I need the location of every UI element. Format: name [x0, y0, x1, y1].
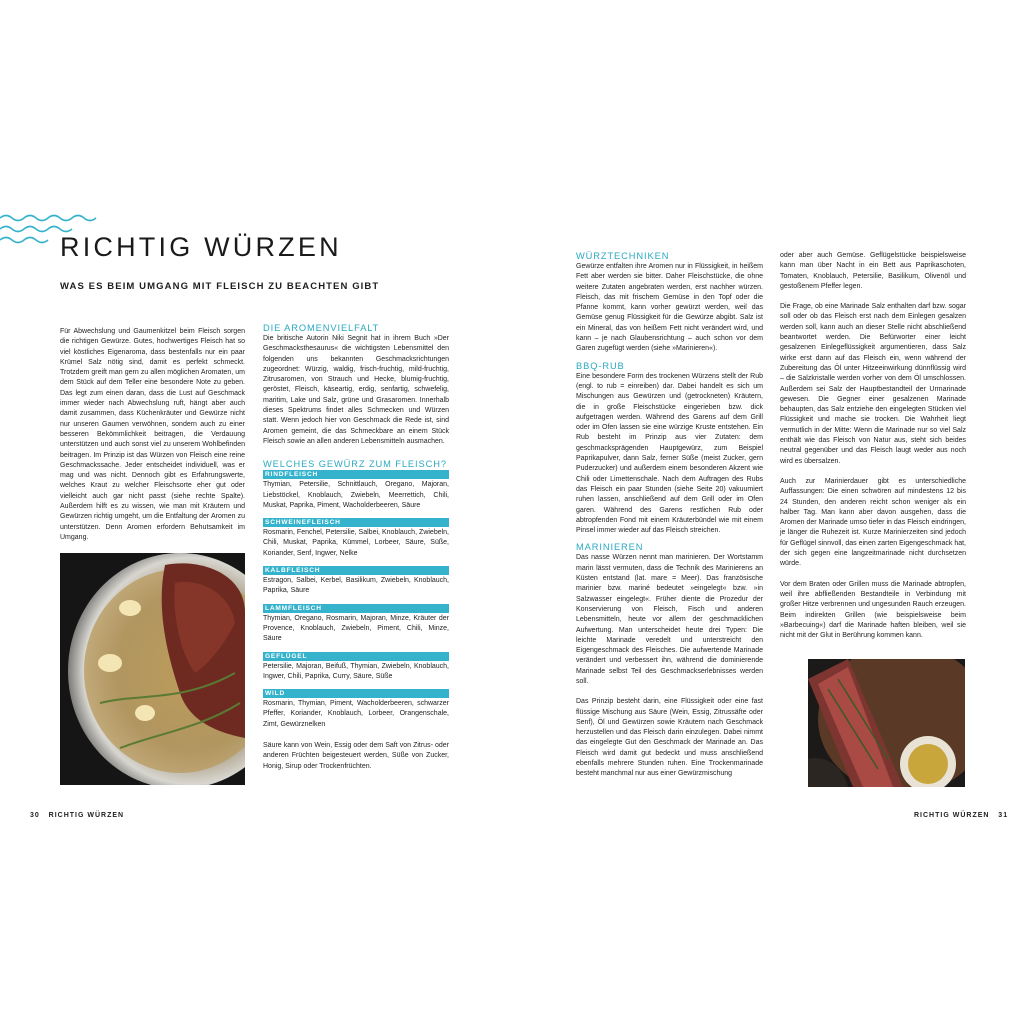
gewuerz-heading: WELCHES GEWÜRZ ZUM FLEISCH?	[263, 459, 447, 470]
techniken-text: Gewürze entfalten ihre Aromen nur in Flüssigkeit, in heißem Fett aber werden sie bitter. Daher Fleischstücke, die ohne weitere Zutaten angebraten werden, erst nachher würzen. Fleisch, das mit frischem Gemüse in den Topf oder die Pfanne kommt, kann vorher gewürzt werden, weil das Gemüse genug Flüssigkeit für die Gewürze abgibt. Salz ist ein Mineral, das von heißem Fett nicht verändert wird, und kann – je nach Glaubensrichtung – auch schon vor dem Garen zugefügt werden (siehe »Marinieren«).	[576, 263, 763, 353]
category-kalbfleisch-text: Estragon, Salbei, Kerbel, Basilikum, Zwiebeln, Knoblauch, Paprika, Säure	[263, 577, 449, 595]
aromen-heading: DIE AROMENVIELFALT	[263, 323, 380, 333]
category-rindfleisch-text: Thymian, Petersilie, Schnittlauch, Oregano, Majoran, Liebstöckel, Knoblauch, Zwiebeln, Meerrettich, Chili, Muskat, Paprika, Piment, Wacholderbeeren, Säure	[263, 481, 449, 509]
bbq-heading: BBQ-RUB	[576, 360, 625, 371]
bbq-text: Eine besondere Form des trockenen Würzens stellt der Rub (engl. to rub = einreiben) dar. Dabei handelt es sich um Mischungen aus Gewürzen und (getrockneten) Kräutern, die in große Fleischstücke eingerieben bzw. dick aufgetragen werden. Während des Garens auf dem Grill oder im Ofen lassen sie eine würzige Kruste entstehen. Ein Rub besteht im Prinzip aus vier Zutaten: dem geschmacksprägenden Hauptgewürz, zum Beispiel Paprikapulver, dann Salz, ferner Süße (meist Zucker, gern Puderzucker) und außerdem einem besonderen Akzent wie Chili oder Limettenschale. Nach dem Auftragen des Rubs das Fleisch ein paar Stunden (siehe Seite 20) vakuumiert ruhen lassen, anschließend auf dem Grill oder im Ofen garen. Während des Garens restlichen Rub oder abtropfenden Fond mit einem Kräuterbündel wie mit einem Pinsel immer wieder auf das Fleisch streichen.	[576, 372, 763, 535]
running-title-left: RICHTIG WÜRZEN	[48, 812, 125, 819]
category-wild-text: Rosmarin, Thymian, Piment, Wacholderbeeren, schwarzer Pfeffer, Koriander, Knoblauch, Lorbeer, Orangenschale, Zimt, Gewürznelken	[263, 700, 449, 728]
intro-text: Für Abwechslung und Gaumenkitzel beim Fleisch sorgen die richtigen Gewürze. Gutes, hochwertiges Fleisch hat so viel köstliches Eigenaroma, dass bestenfalls nur ein paar Krümel Salz nötig sind, damit es perfekt schmeckt. Trotzdem greift man gern zu allen möglichen Aromaten, um dem Stück auf dem Teller eine besondere Note zu geben. Das legt zum einen daran, dass die Lust auf Geschmack immer wieder nach Abwechslung ruft, hängt aber auch damit zusammen, dass Küchenkräuter und Gewürze nicht nur unseren Gaumen verwöhnen, sondern auch zu einer besseren Bekömmlichkeit beitragen, die Verdauung unterstützen und auch sonst viel zu unserem Wohlbefinden beitragen. Im Prinzip ist das Würzen von Fleisch eine reine Geschmackssache. Jeder entscheidet individuell, was er mag und was nicht. Dennoch gibt es Erfahrungswerte, welches Kraut zu welcher Fleischsorte eher gut oder vielleicht auch gar nicht passt (siehe rechte Spalte). Außerdem hilft es zu wissen, wie man mit Kräutern und Gewürzen richtig umgeht, um die Entfaltung der Aromen zu unterstützen. Denn Aromen erfordern Behutsamkeit im Umgang.	[60, 328, 245, 541]
running-title-right: RICHTIG WÜRZEN	[914, 812, 990, 819]
marinieren-heading: MARINIEREN	[576, 542, 644, 553]
col2-text-3: Auch zur Marinierdauer gibt es unterschiedliche Auffassungen: Die einen schwören auf mindestens 12 bis 24 Stunden, den anderen reicht schon weniger als ein halber Tag. Man kann aber davon ausgehen, dass die Aromen der Marinade umso tiefer in das Fleisch eindringen, je länger die Ruhezeit ist. Kurze Marinierzeiten sind jedoch für Geflügel sinnvoll, das einen zarten Eigengeschmack hat, der sich gegen eine langzeitmarinade nicht durchsetzen würde.	[780, 477, 966, 568]
marinieren-text-2: Das Prinzip besteht darin, eine Flüssigkeit oder eine fast flüssige Mischung aus Säure (Wein, Essig, Zitrussäfte oder Senf), Öl und Gewürzen sowie Kräutern nach Geschmack herzustellen und das Fleisch darin einzulegen. Dabei nimmt das eingelegte Gut den Geschmack der Marinade an. Das Fleisch wird damit gut bedeckt und muss anschließend ebenfalls mehrere Stunden ruhen. Eine Trockenmarinade besteht manchmal nur aus einer Gewürzmischung	[576, 698, 763, 778]
col2-text-1: oder aber auch Gemüse. Geflügelstücke beispielsweise kann man über Nacht in ein Bett aus Paprikaschoten, Tomaten, Knoblauch, Petersilie, Basilikum, Olivenöl und gestoßenem Pfeffer legen.	[780, 252, 966, 290]
page-title: RICHTIG WÜRZEN	[60, 232, 342, 262]
col2-text-4: Vor dem Braten oder Grillen muss die Marinade abtropfen, weil ihre abfließenden Bestandteile in Verbindung mit großer Hitze verbrennen und ungesunden Rauch erzeugen. Beim indirekten Grillen (wie beispielsweise beim »Barbecuing«) darf die Marinade haften bleiben, weil sie nicht mit der Glut in Berührung kommen kann.	[780, 580, 966, 640]
category-kalbfleisch: KALBFLEISCH	[263, 566, 449, 575]
page-number-right: 31	[998, 812, 1009, 819]
page-number-left: 30	[30, 812, 40, 819]
category-rindfleisch: RINDFLEISCH	[263, 470, 449, 479]
marinated-meat-photo	[808, 659, 965, 787]
category-wild: WILD	[263, 689, 449, 698]
category-gefluegel-text: Petersilie, Majoran, Beifuß, Thymian, Zwiebeln, Knoblauch, Ingwer, Chili, Paprika, Curry, Säure, Süße	[263, 662, 449, 680]
category-schweinefleisch: SCHWEINEFLEISCH	[263, 518, 449, 527]
category-lammfleisch-text: Thymian, Oregano, Rosmarin, Majoran, Minze, Kräuter der Provence, Knoblauch, Zwiebeln, Piment, Chili, Minze, Säure	[263, 614, 449, 643]
marinieren-text-1: Das nasse Würzen nennt man marinieren. Der Wortstamm marin lässt vermuten, dass die Technik des Marinierens an Küsten entstand (lat. mare = Meer). Das französische marinier bzw. mariné bedeutet »eingelegt« bzw. »in Salzwasser eingelegt«. Früher diente die Prozedur der Konservierung von Fleisch, Fisch und anderen Lebensmitteln, heute vor allem der geschmacklichen Aufwertung. Man unterscheidet heute drei Typen: Die leichte Marinade veredelt und unterstreicht den Eigengeschmack des Fleisches. Die aufwertende Marinade verändert und verbessert ihn, während die dominierende Marinade selbst Teil des Geschmackserlebnisses werden soll.	[576, 554, 763, 685]
category-gefluegel: GEFLÜGEL	[263, 652, 449, 661]
page-subtitle: WAS ES BEIM UMGANG MIT FLEISCH ZU BEACHTEN GIBT	[60, 281, 380, 292]
col2-text-2: Die Frage, ob eine Marinade Salz enthalten darf bzw. sogar soll oder ob das Fleisch erst nach dem Einlegen gesalzen werden soll, kann auch an dieser Stelle nicht abschließend beantwortet werden. Die Befürworter einer leicht gesalzenen Einlegeflüssigkeit argumentieren, dass Salz wirke erst dann auf das Fleisch ein, wenn während der Zubereitung das Öl unter Hitzeeinwirkung dünnflüssig wird – die Salzkristalle werden vorher von dem Öl umschlossen. Außerdem sei Salz der Hauptbestandteil der Urmarinade gewesen. Die Gegner einer gesalzenen Marinade behaupten, das Salz entziehe den eingelegten Stücken viel Flüssigkeit und mache sie trocken. Die Wahrheit liegt vermutlich in der Mitte: Wenn die Marinade nur so viel Salz enthält wie das Fleisch von Natur aus, steht sich beides neutral gegenüber und das Fleisch laugt weder aus noch wird es übersalzen.	[780, 303, 966, 465]
techniken-heading: WÜRZTECHNIKEN	[576, 251, 670, 261]
saeure-text: Säure kann von Wein, Essig oder dem Saft von Zitrus- oder anderen Früchten beigesteuert werden, Süße von Zucker, Honig, Sirup oder Trockenfrüchten.	[263, 742, 449, 770]
category-lammfleisch: LAMMFLEISCH	[263, 604, 449, 613]
category-schweinefleisch-text: Rosmarin, Fenchel, Petersilie, Salbei, Knoblauch, Zwiebeln, Chili, Muskat, Paprika, Kümmel, Lorbeer, Säure, Süße, Koriander, Senf, Ingwer, Nelke	[263, 529, 449, 557]
steak-pan-photo	[60, 553, 245, 785]
aromen-text: Die britische Autorin Niki Segnit hat in ihrem Buch »Der Geschmacksthesaurus« die wichtigsten Lebensmittel den folgenden uns bekannten Geschmacksrichtungen zugeordnet: Würzig, waldig, frisch-fruchtig, mild-fruchtig, Zitrusaromen, von Strauch und Hecke, blumig-fruchtig, geröstet, Fleisch, käseartig, erdig, senfartig, schwefelig, maritim, Lake und Salz, grüne und Grasaromen. Innerhalb dieses Spektrums findet alles Schmecken und Würzen statt. Wenn jedoch hier von Geschmack die Rede ist, sind Aromen gemeint, die das Schmeckbare an einem Stück Fleisch sowie an allen anderen Lebensmitteln ausmachen.	[263, 335, 449, 445]
